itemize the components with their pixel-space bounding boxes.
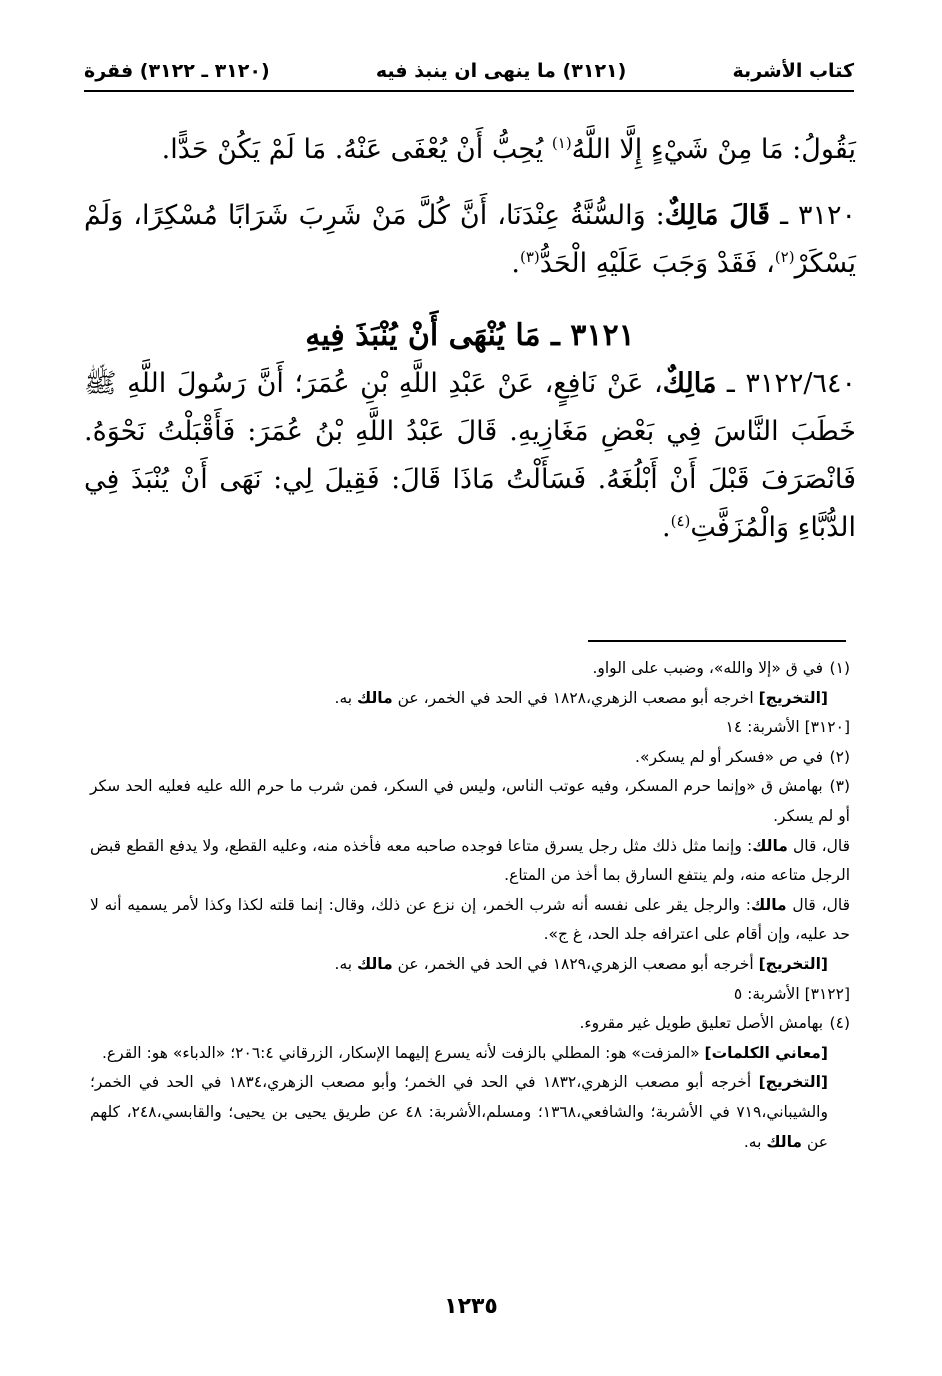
narrator-name: مالك: [750, 895, 787, 914]
text-run: ، عَنْ نَافِعٍ، عَنْ عَبْدِ اللَّهِ بْنِ عُمَرَ؛ أَنَّ رَسُولَ اللَّهِ ﷺ خَطَبَ النَّاسَ فِي بَعْضِ مَغَازِيهِ. قَالَ عَبْدُ اللَّهِ بْنُ عُمَرَ: فَأَقْبَلْتُ نَحْوَهُ. فَانْصَرَفَ قَبْلَ أَنْ أَبْلُغَهُ. فَسَأَلْتُ مَاذَا قَالَ: فَقِيلَ لِي: نَهَى أَنْ يُنْبَذَ فِي الدُّبَّاءِ وَالْمُزَفَّتِ: [84, 368, 856, 543]
main-text: [84, 126, 856, 552]
footnote-text: اخرجه أبو مصعب الزهري،١٨٢٨ في الحد في الخمر، عن: [392, 688, 759, 707]
paragraph-continuation: [84, 126, 856, 174]
footnote-text: به.: [334, 688, 358, 707]
cross-ref-3122: [٣١٢٢] الأشربة: ٥: [733, 984, 850, 1003]
word-meanings-label: [معاني الكلمات]: [704, 1043, 828, 1062]
footnote-ref-2[interactable]: (٢): [774, 248, 795, 266]
footnote-text: به.: [743, 1132, 767, 1151]
narrator-name: مالك: [357, 954, 393, 973]
footnote-3-cont-a: [90, 832, 850, 891]
footnote-4: [90, 1009, 850, 1039]
footnote-text: قال، قال: [787, 836, 850, 855]
header-book-title: كتاب الأشربة: [732, 60, 854, 82]
footnote-text: في ق «إلا والله»، وضبب على الواو.: [592, 659, 824, 677]
paragraph-number: ٣١٢٠ ـ: [770, 200, 857, 231]
footnote-number: (٢): [829, 747, 850, 766]
footnote-3-cont-b: [90, 891, 850, 950]
paragraph-number: ٣١٢٢/٦٤٠ ـ: [716, 368, 856, 399]
text-run: .: [511, 248, 520, 279]
footnote-number: (٤): [829, 1014, 850, 1033]
paragraph-3120: [84, 192, 856, 288]
footnote-ref-4[interactable]: (٤): [670, 512, 691, 530]
page-number: ١٢٣٥: [444, 1294, 498, 1319]
footnote-2: [90, 743, 850, 773]
footnote-separator: [588, 640, 846, 642]
takhrij-3: [90, 950, 850, 980]
footnote-1: [90, 654, 850, 684]
text-run: يَقُولُ: مَا مِنْ شَيْءٍ إِلَّا اللَّهُ: [571, 134, 856, 165]
word-meanings: [90, 1039, 850, 1069]
takhrij-4: [90, 1068, 850, 1157]
footnotes: [90, 654, 850, 1157]
narrator-name: قَالَ مَالِكٌ: [664, 200, 771, 231]
footnote-ref-1[interactable]: (١): [551, 134, 572, 152]
footnote-text: أخرجه أبو مصعب الزهري،١٨٣٢ في الحد في الخمر؛ وأبو مصعب الزهري،١٨٣٤ في الحد في الخمر؛ والشيباني،٧١٩ في الأشربة؛ والشافعي،١٣٦٨؛ ومسلم،الأشربة: ٤٨ عن طريق يحيى بن يحيى؛ والقابسي،٢٤٨، كلهم عن: [90, 1073, 828, 1151]
footnote-ref-3[interactable]: (٣): [519, 248, 540, 266]
narrator-name: مالك: [752, 836, 788, 855]
paragraph-3122: [84, 360, 856, 552]
running-header: [84, 52, 854, 92]
footnote-text: في ص «فسكر أو لم يسكر».: [635, 747, 824, 766]
section-heading: ٣١٢١ ـ مَا يُنْهَى أَنْ يُنْبَذَ فِيهِ: [305, 318, 635, 353]
takhrij-label: [التخريج]: [758, 954, 828, 973]
text-run: : وَالسُّنَّةُ عِنْدَنَا، أَنَّ كُلَّ مَنْ شَرِبَ شَرَابًا مُسْكِرًا، وَلَمْ يَسْكَرْ: [84, 200, 856, 279]
footnote-3: [90, 772, 850, 831]
footnote-text: به.: [334, 954, 358, 973]
footnote-number: (٣): [829, 777, 850, 796]
text-run: ، فَقَدْ وَجَبَ عَلَيْهِ الْحَدُّ: [539, 248, 775, 279]
takhrij-label: [التخريج]: [758, 688, 828, 707]
header-chapter-title: (٣١٢١) ما ينهى ان ينبذ فيه: [375, 60, 627, 82]
text-run: يُحِبُّ أَنْ يُعْفَى عَنْهُ. مَا لَمْ يَكُنْ حَدًّا.: [161, 134, 552, 165]
narrator-name: مالك: [766, 1132, 803, 1151]
footnote-text: بهامش الأصل تعليق طويل غير مقروء.: [579, 1014, 824, 1033]
text-run: .: [662, 512, 671, 543]
footnote-number: (١): [829, 659, 850, 677]
footnote-text: قال، قال: [786, 895, 850, 914]
footnote-text: : والرجل يقر على نفسه أنه شرب الخمر، إن نزع عن ذلك، وقال: إنما قلته لكذا وكذا لأمر يسميه أنه لا حد عليه، وإن أقام على اعترافه جلد الحد، غ ج».: [90, 895, 850, 944]
header-paragraph-range: (٣١٢٠ ـ ٣١٢٢) فقرة: [84, 60, 270, 82]
footnote-text: بهامش ق «وإنما حرم المسكر، وفيه عوتب الناس، وليس في السكر، فمن شرب ما حرم الله عليه فعليه الحد سكر أو لم يسكر.: [90, 777, 850, 825]
footnote-text: أخرجه أبو مصعب الزهري،١٨٢٩ في الحد في الخمر، عن: [392, 954, 759, 973]
takhrij-1: [90, 684, 850, 714]
narrator-name: مَالِكٌ: [662, 368, 717, 399]
footnote-text: «المزفت» هو: المطلي بالزفت لأنه يسرع إليهما الإسكار، الزرقاني ٢٠٦:٤؛ «الدباء» هو: القرع.: [102, 1043, 705, 1062]
cross-ref-3120: [٣١٢٠] الأشربة: ١٤: [725, 718, 850, 737]
narrator-name: مالك: [357, 688, 393, 707]
takhrij-label: [التخريج]: [758, 1073, 828, 1092]
footnote-text: : وإنما مثل ذلك مثل رجل يسرق متاعا فوجده صاحبه معه فأخذه منه، وعليه القطع، ولا يدفع القطع قبض الرجل متاعه منه، ولم ينتفع السارق بما أخذ من المتاع.: [90, 836, 850, 885]
